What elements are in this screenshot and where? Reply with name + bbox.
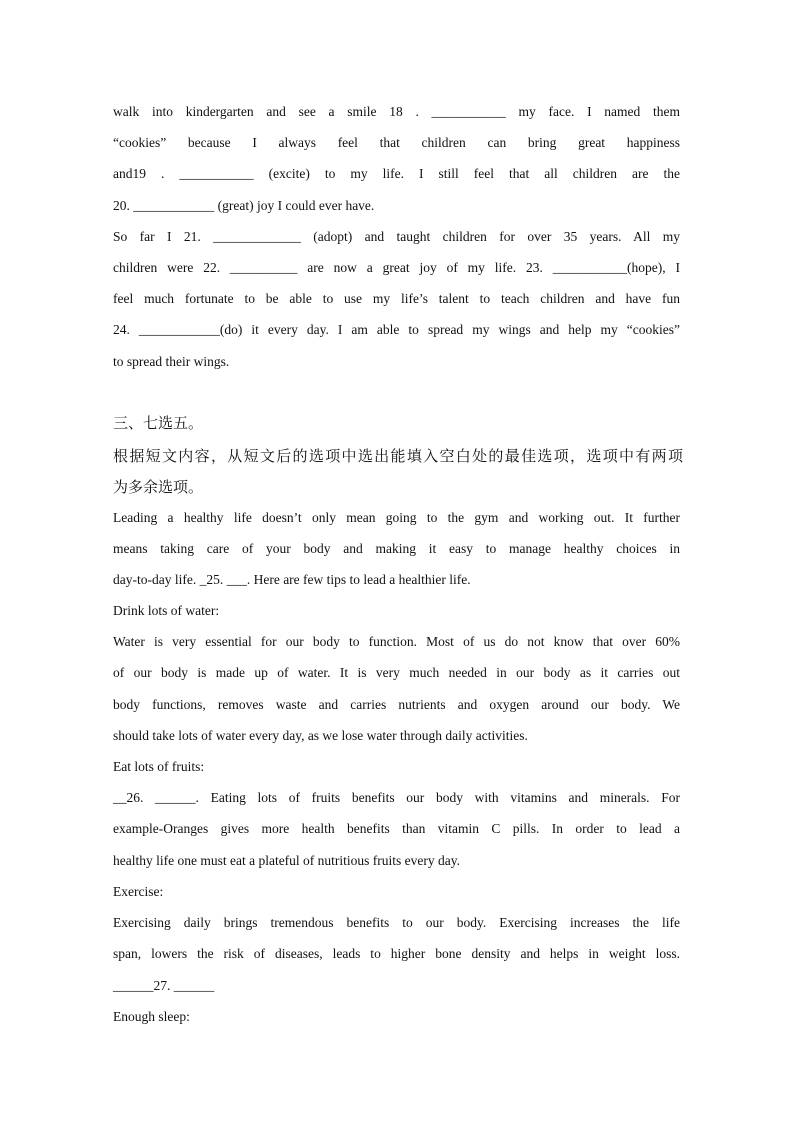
text-line-15: body functions, removes waste and carries nutrients and oxygen around our body. We — [113, 697, 680, 712]
text-line-9: to spread their wings. — [113, 354, 230, 369]
instruction-line-2: 为多余选项。 — [113, 478, 204, 496]
subheading-sleep: Enough sleep: — [113, 1009, 190, 1024]
subheading-fruits: Eat lots of fruits: — [113, 759, 205, 774]
text-line-1: walk into kindergarten and see a smile 18 . ___________ my face. I named them — [113, 104, 680, 119]
text-line-19: healthy life one must eat a plateful of nutritious fruits every day. — [113, 853, 461, 868]
instruction-line-1: 根据短文内容，从短文后的选项中选出能填入空白处的最佳选项，选项中有两项 — [113, 447, 683, 465]
text-line-5: So far I 21. _____________ (adopt) and taught children for over 35 years. All my — [113, 229, 680, 244]
text-line-3: and19 . ___________ (excite) to my life. I still feel that all children are the — [113, 166, 680, 181]
text-line-12: day-to-day life. _25. ___. Here are few tips to lead a healthier life. — [113, 572, 471, 587]
text-line-2: “cookies” because I always feel that children can bring great happiness — [113, 135, 680, 150]
text-line-18: example-Oranges gives more health benefits than vitamin C pills. In order to lead a — [113, 821, 680, 836]
text-line-10: Leading a healthy life doesn’t only mean going to the gym and working out. It further — [113, 510, 680, 525]
text-line-22: ______27. ______ — [113, 978, 215, 993]
text-line-14: of our body is made up of water. It is very much needed in our body as it carries out — [113, 665, 680, 680]
text-line-20: Exercising daily brings tremendous benefits to our body. Exercising increases the life — [113, 915, 680, 930]
text-line-4: 20. ____________ (great) joy I could ever have. — [113, 198, 375, 213]
text-line-21: span, lowers the risk of diseases, leads to higher bone density and helps in weight loss. — [113, 946, 680, 961]
text-line-8: 24. ____________(do) it every day. I am able to spread my wings and help my “cookies” — [113, 322, 680, 337]
text-line-11: means taking care of your body and making it easy to manage healthy choices in — [113, 541, 680, 556]
subheading-water: Drink lots of water: — [113, 603, 220, 618]
text-line-7: feel much fortunate to be able to use my life’s talent to teach children and have fun — [113, 291, 680, 306]
section-heading: 三、七选五。 — [113, 414, 204, 432]
text-line-13: Water is very essential for our body to function. Most of us do not know that over 60% — [113, 634, 680, 649]
subheading-exercise: Exercise: — [113, 884, 164, 899]
text-line-16: should take lots of water every day, as we lose water through daily activities. — [113, 728, 528, 743]
text-line-6: children were 22. __________ are now a great joy of my life. 23. ___________(hope), I — [113, 260, 680, 275]
text-line-17: __26. ______. Eating lots of fruits benefits our body with vitamins and minerals. For — [113, 790, 680, 805]
